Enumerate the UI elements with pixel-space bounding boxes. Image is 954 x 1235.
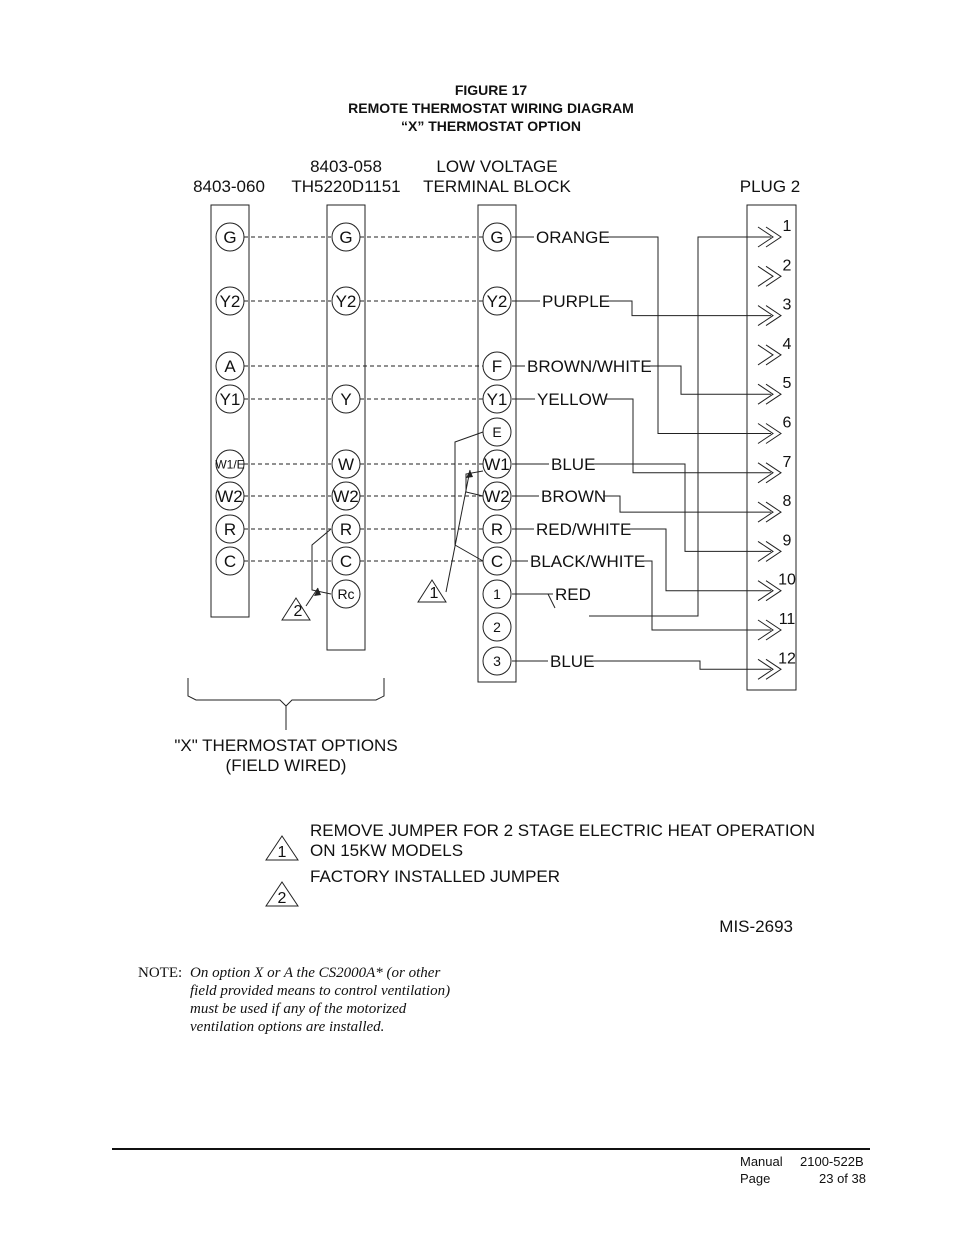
wire-run-brown-white-3 — [645, 366, 771, 394]
terminal-label-s3-w1: W1 — [484, 455, 510, 475]
wire-run-orange-1 — [606, 237, 771, 434]
plug-pin-number-1: 1 — [782, 218, 792, 235]
footer-manual-value: 2100-522B — [800, 1154, 864, 1169]
note-line-1: On option X or A the CS2000A* (or other — [190, 965, 441, 981]
strip-label-s3-1: LOW VOLTAGE — [436, 157, 558, 176]
terminal-label-s3-y2: Y2 — [486, 292, 508, 312]
plug-pin-number-10: 10 — [778, 571, 796, 589]
legend-marker-1-label: 1 — [277, 844, 287, 861]
note-label: NOTE: — [138, 965, 183, 981]
brace-left — [188, 678, 286, 730]
note-line-2: field provided means to control ventilation) — [190, 983, 451, 999]
wire-label-orange-1: ORANGE — [536, 228, 610, 247]
note-line-3: must be used if any of the motorized — [190, 1001, 407, 1017]
plug-label: PLUG 2 — [739, 177, 801, 196]
plug-pin-number-9: 9 — [782, 532, 792, 550]
terminal-label-s2-y2: Y2 — [335, 292, 357, 312]
brace-label-2: (FIELD WIRED) — [225, 756, 347, 775]
wire-run-brown-6 — [603, 496, 771, 512]
terminal-label-s2-c: C — [339, 552, 353, 572]
terminal-label-s3-3: 3 — [493, 653, 501, 670]
wire-label-red-white-7: RED/WHITE — [536, 520, 632, 539]
wire-label-red-9: RED — [555, 585, 591, 604]
wire-run-red-white-7 — [627, 529, 771, 591]
wire-label-blue-10: BLUE — [550, 652, 595, 671]
terminal-label-s2-w: W — [337, 455, 355, 475]
note-line-4: ventilation options are installed. — [190, 1019, 385, 1035]
terminal-label-s2-g: G — [339, 228, 353, 248]
terminal-label-s2-y: Y — [340, 390, 352, 410]
strip-label-s3-2: TERMINAL BLOCK — [423, 177, 571, 196]
plug-pin-number-11: 11 — [778, 611, 796, 628]
figure-number: FIGURE 17 — [454, 82, 528, 98]
terminal-label-s1-y1: Y1 — [219, 390, 241, 410]
terminal-label-s1-y2: Y2 — [219, 292, 241, 312]
wire-run-black-white-8 — [638, 561, 771, 630]
terminal-label-s1-w1-e: W1/E — [215, 457, 245, 472]
wire-label-brown-6: BROWN — [541, 487, 607, 506]
brace-right — [286, 678, 384, 706]
strip-label-s2-2: TH5220D1151 — [291, 177, 401, 196]
terminal-label-s3-f: F — [491, 357, 503, 377]
footer-manual-label: Manual — [740, 1154, 783, 1169]
terminal-label-s3-c: C — [490, 552, 504, 572]
legend-marker-2-label: 2 — [277, 890, 287, 907]
wire-label-purple-2: PURPLE — [542, 292, 611, 311]
plug-pin-number-3: 3 — [782, 296, 792, 314]
terminal-label-s1-w2: W2 — [217, 487, 243, 507]
marker-1-label: 1 — [429, 585, 439, 602]
marker-2-leader — [306, 588, 318, 606]
terminal-label-s2-w2: W2 — [333, 487, 359, 507]
drawing-number: MIS-2693 — [719, 917, 793, 936]
terminal-label-s3-w2: W2 — [484, 487, 510, 507]
terminal-label-s3-y1: Y1 — [486, 390, 508, 410]
plug-pin-number-8: 8 — [782, 493, 792, 511]
terminal-label-s3-2: 2 — [493, 619, 501, 636]
brace-label-1: "X" THERMOSTAT OPTIONS — [174, 736, 398, 755]
plug-pin-number-12: 12 — [778, 650, 796, 668]
strip-label-s2-1: 8403-058 — [310, 157, 382, 176]
wire-label-blue-5: BLUE — [551, 455, 596, 474]
legend-text-1-1: REMOVE JUMPER FOR 2 STAGE ELECTRIC HEAT OPERATION — [310, 821, 816, 840]
legend-text-1-2: ON 15KW MODELS — [310, 841, 464, 860]
terminal-label-s2-rc: Rc — [337, 586, 355, 603]
plug-pin-number-4: 4 — [782, 335, 792, 353]
terminal-label-s1-c: C — [223, 552, 237, 572]
plug-pin-number-6: 6 — [782, 414, 792, 432]
marker-2-label: 2 — [293, 603, 303, 620]
wire-run-purple-2 — [606, 301, 771, 316]
wire-run-blue-10 — [593, 661, 771, 669]
plug-pin-number-5: 5 — [782, 375, 792, 393]
footer-rule — [112, 1148, 870, 1150]
figure-subtitle: “X” THERMOSTAT OPTION — [401, 118, 581, 134]
strip-label-s1-1: 8403-060 — [193, 177, 265, 196]
wire-lead-bend-9 — [512, 594, 555, 608]
footer-page-value: 23 of 38 — [819, 1171, 866, 1186]
terminal-label-s3-g: G — [490, 228, 504, 248]
footer-page-label: Page — [740, 1171, 771, 1186]
plug-pin-number-2: 2 — [782, 257, 792, 275]
terminal-label-s3-e: E — [492, 424, 502, 441]
terminal-label-s2-r: R — [339, 520, 353, 540]
wire-label-black-white-8: BLACK/WHITE — [530, 552, 646, 571]
wire-label-yellow-4: YELLOW — [537, 390, 608, 409]
figure-title: REMOTE THERMOSTAT WIRING DIAGRAM — [348, 100, 634, 116]
terminal-label-s3-1: 1 — [493, 586, 501, 603]
terminal-label-s1-a: A — [224, 357, 236, 377]
wire-label-brown-white-3: BROWN/WHITE — [527, 357, 652, 376]
plug-pin-number-7: 7 — [782, 453, 792, 471]
legend-text-2-1: FACTORY INSTALLED JUMPER — [310, 867, 561, 886]
wire-run-yellow-4 — [605, 399, 771, 473]
terminal-label-s3-r: R — [490, 520, 504, 540]
terminal-label-s1-r: R — [223, 520, 237, 540]
marker-1-leader — [446, 470, 470, 592]
terminal-label-s1-g: G — [223, 228, 237, 248]
